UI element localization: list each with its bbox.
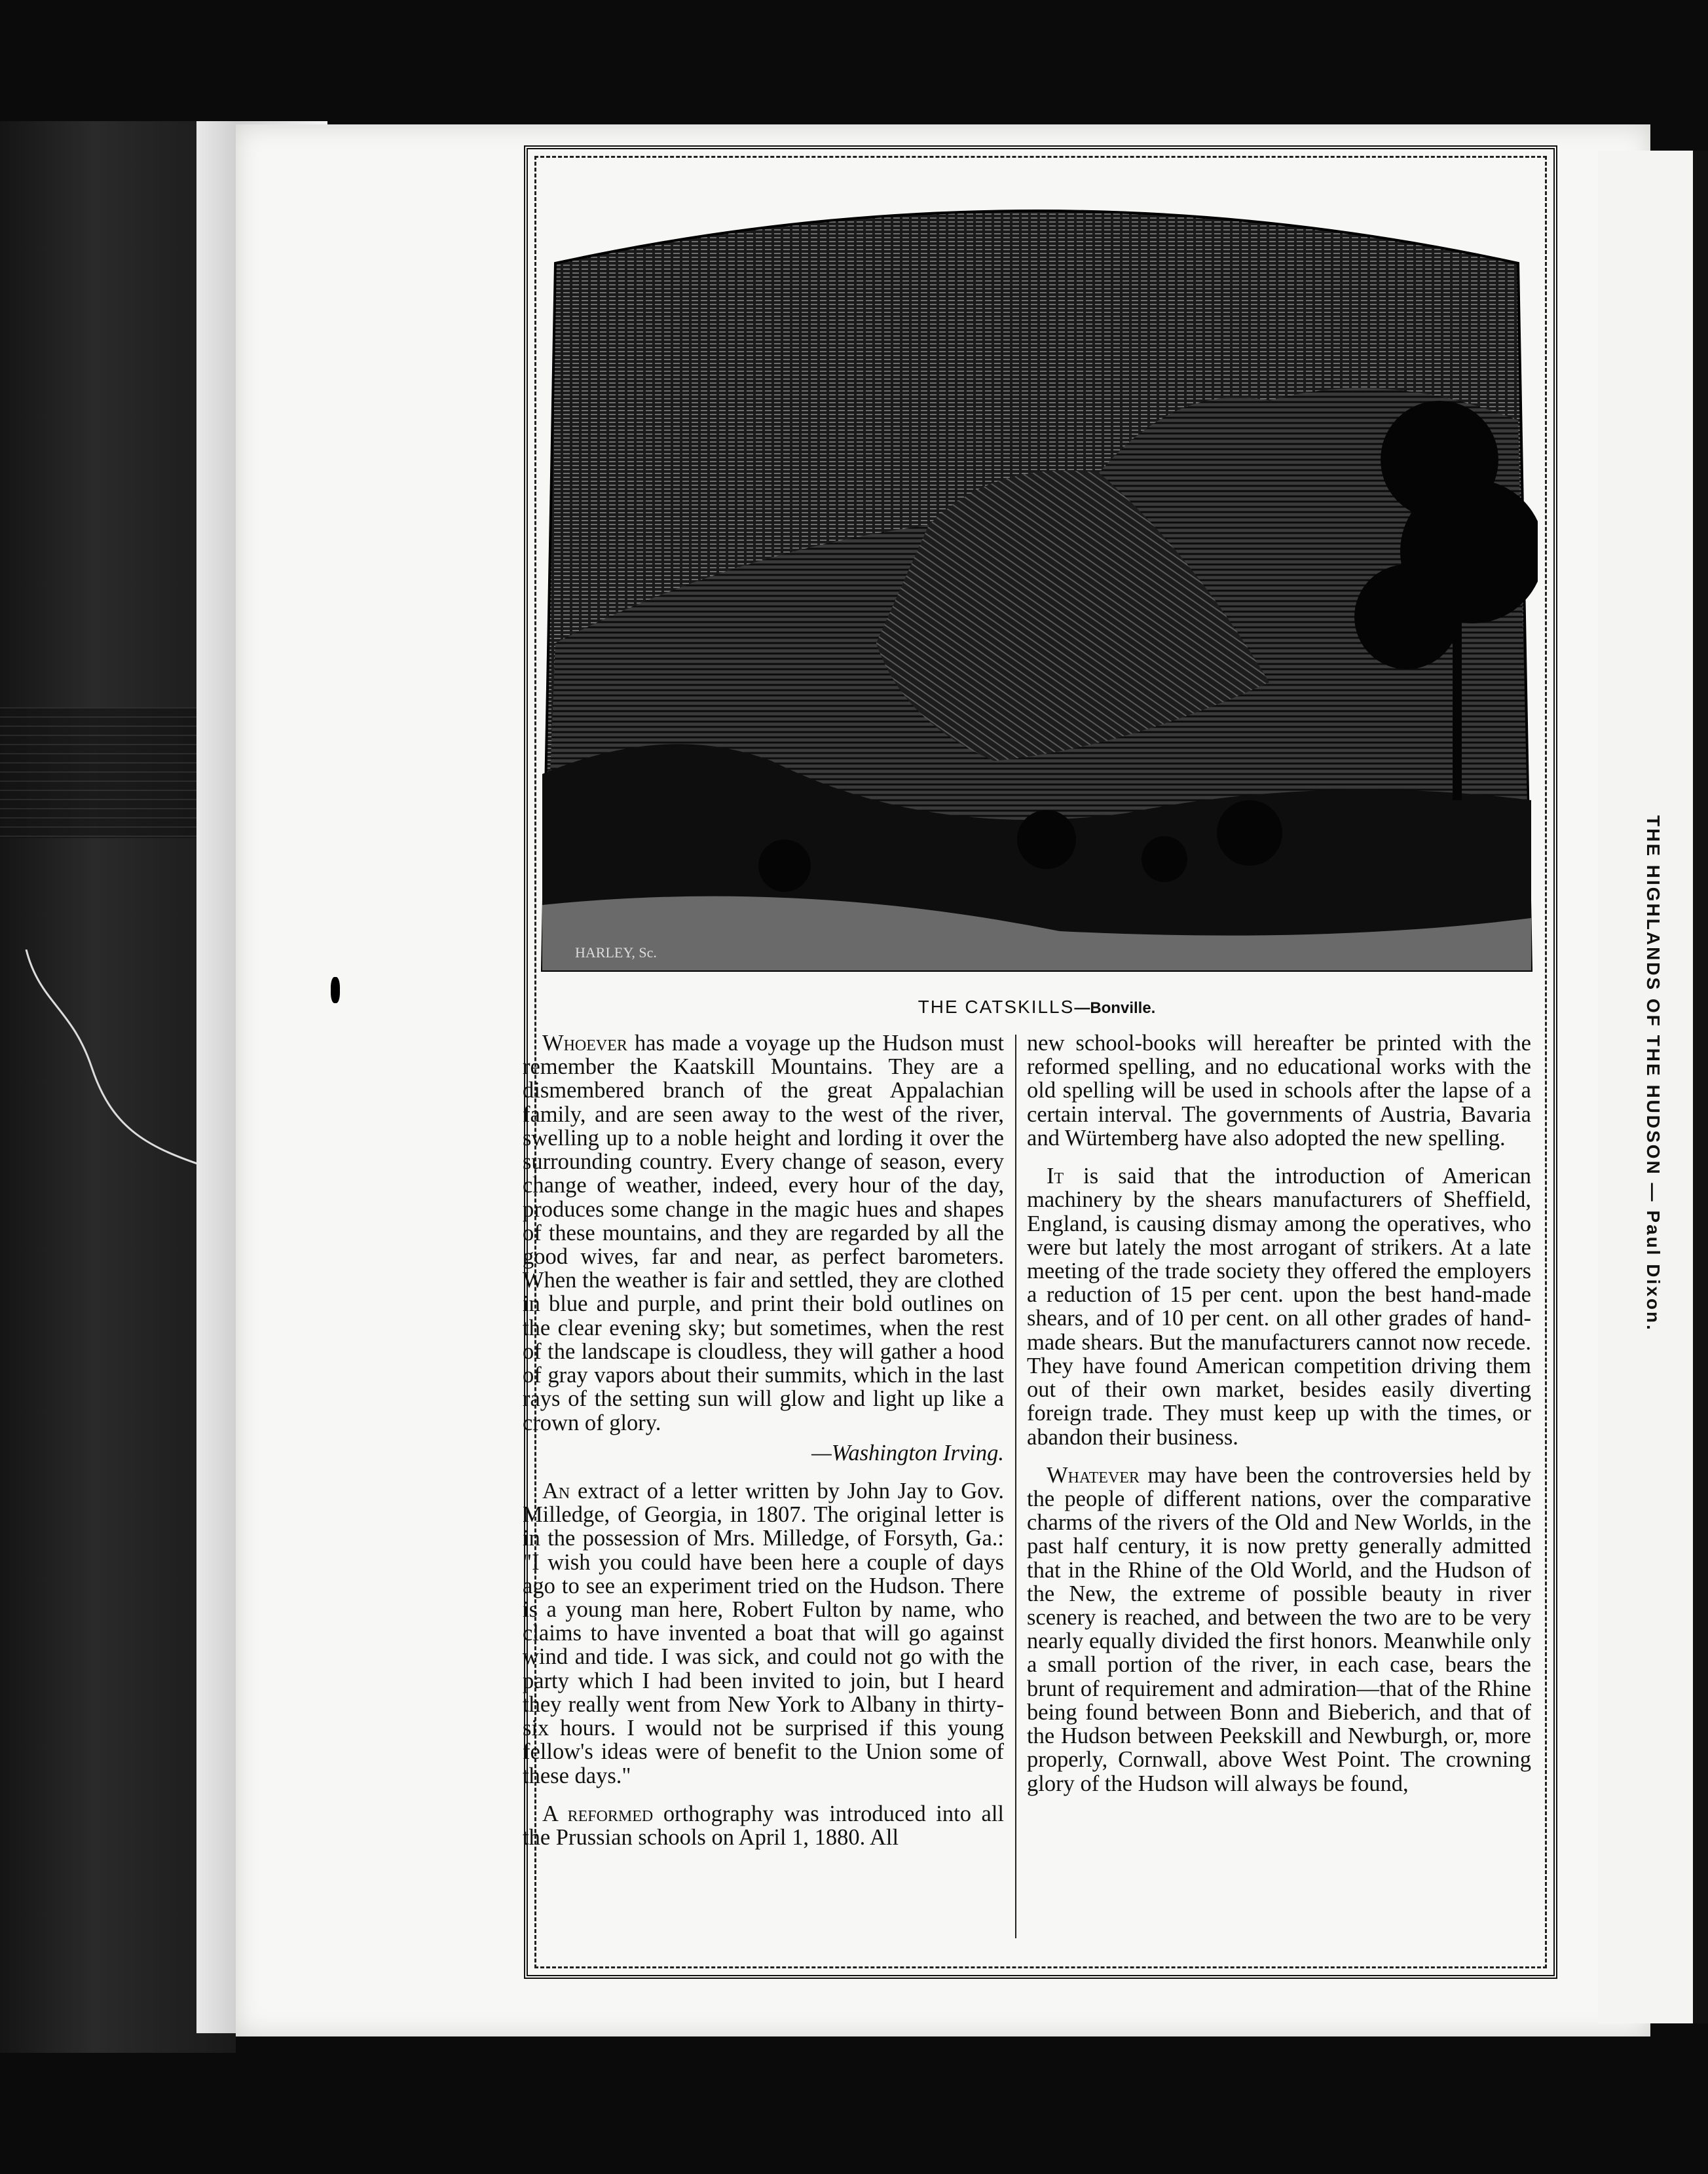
attribution: —Washington Irving. — [811, 1440, 1004, 1465]
ink-mark — [331, 977, 340, 1003]
lead-word: An — [542, 1478, 570, 1503]
lead-word: It — [1047, 1164, 1064, 1189]
catskills-engraving — [536, 185, 1538, 990]
column-divider — [1015, 1035, 1016, 1938]
right-column — [1027, 1031, 1531, 1810]
paragraph-text: may have been the controversies held by the people of different nations, over the comparative charms of the rivers of the Old and New Worlds, in the past half century, it is now pretty generally admitted that in the Rhine of the Old World, and the Hudson of the New, the extreme of possible beauty in river scenery is reached, and between the two are to be very nearly equally divided the first honors. Meanwhile only a small portion of the river, in each case, bears the brunt of requirement and admiration—that of the Rhine being found between Bonn and Bieberich, and that of the Hudson between Peekskill and Newburgh, or, more properly, Cornwall, above West Point. The crowning glory of the Hudson will always be found, — [1027, 1462, 1531, 1796]
caption-credit: —Bonville. — [1074, 999, 1156, 1017]
rivers-paragraph — [1027, 1464, 1531, 1796]
orthography-paragraph — [523, 1802, 1004, 1849]
lead-word: Whatever — [1047, 1462, 1140, 1488]
paragraph-text: is said that the introduction of American machinery by the shears manufacturers of Sheffield, England, is causing dismay among the operatives, who were but lately the most arrogant of strikers. At a late meeting of the trade society they offered the employers a reduction of 15 per cent. upon the best hand-made shears, and of 10 per cent. on all other grades of hand-made shears. But the manufacturers cannot now recede. They have found American competition driving them out of their own market, besides easily diverting foreign trade. They must keep up with the times, or abandon their business. — [1027, 1164, 1531, 1450]
paragraph-text: has made a voyage up the Hudson must remember the Kaatskill Mountains. They are a dismembered branch of the great Appalachian family, and are seen away to the west of the river, swelling up to a noble height and lording it over the surrounding country. Every change of season, every change of weather, indeed, every hour of the day, produces some change in the magic hues and shapes of these mountains, and they are regarded by all the good wives, far and near, as perfect barometers. When the weather is fair and settled, they are clothed in blue and purple, and print their bold outlines on the clear evening sky; but sometimes, when the rest of the landscape is cloudless, they will gather a hood of gray vapors about their summits, which in the last rays of the setting sun will glow and light up like a crown of glory. — [523, 1031, 1004, 1435]
caption-title: THE CATSKILLS — [918, 997, 1075, 1017]
stray-fiber — [13, 949, 210, 1211]
svg-text:HARLEY, Sc.: HARLEY, Sc. — [575, 944, 657, 961]
lead-word: Whoever — [542, 1031, 627, 1056]
jay-letter-paragraph — [523, 1479, 1004, 1788]
illustration-caption — [536, 997, 1538, 1018]
paragraph-text: extract of a letter written by John Jay to Gov. Milledge, of Georgia, in 1807. The original letter is in the possession of Mrs. Milledge, of Forsyth, Ga.: "I wish you could have been here a couple of days ago to see an experiment tried on the Hudson. There is a young man here, Robert Fulton by name, who claims to have invented a boat that will go against wind and tide. I was sick, and could not go with the party which I had been invited to join, but I heard they really went from New York to Albany in thirty-six hours. I would not be surprised if this young fellow's ideas were of benefit to the Union some of these days." — [523, 1478, 1004, 1788]
orthography-continued: new school-books will hereafter be printed with the reformed spelling, and no educational works with the old spelling will be used in schools after the lapse of a certain interval. The governments of Austria, Bavaria and Würtemberg have also adopted the new spelling. — [1027, 1031, 1531, 1151]
lead-word: A reformed — [542, 1801, 654, 1826]
running-side-title: THE HIGHLANDS OF THE HUDSON — Paul Dixon. — [1643, 815, 1663, 1332]
irving-paragraph — [523, 1031, 1004, 1435]
sheffield-paragraph — [1027, 1164, 1531, 1449]
paragraph-text: orthography was introduced into all the Prussian schools on April 1, 1880. All — [523, 1801, 1005, 1850]
left-column — [523, 1031, 1004, 1864]
